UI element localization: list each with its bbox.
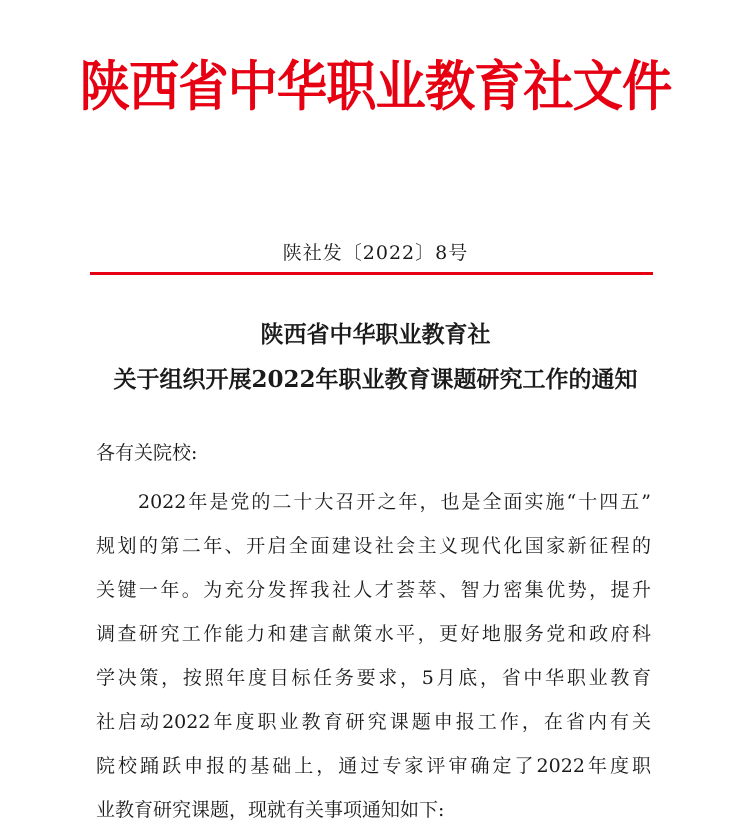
body-line: 学决策，按照年度目标任务要求，5月底，省中华职业教育 <box>96 667 651 689</box>
body-line: 关键一年。为充分发挥我社人才荟萃、智力密集优势，提升 <box>96 579 651 601</box>
notice-title-line-2: 关于组织开展2022年职业教育课题研究工作的通知 <box>113 366 638 393</box>
body-line: 院校踊跃申报的基础上，通过专家评审确定了2022年度职 <box>96 755 651 777</box>
body-paragraph <box>96 480 666 832</box>
salutation: 各有关院校: <box>96 442 198 464</box>
body-line: 业教育研究课题，现就有关事项通知如下: <box>96 799 445 821</box>
document-number: 陕社发〔2022〕8号 <box>282 242 469 264</box>
body-line: 调查研究工作能力和建言献策水平，更好地服务党和政府科 <box>96 623 651 645</box>
body-line: 2022年是党的二十大召开之年，也是全面实施“十四五” <box>138 491 651 513</box>
notice-title-line-1: 陕西省中华职业教育社 <box>260 321 491 348</box>
body-line: 社启动2022年度职业教育研究课题申报工作，在省内有关 <box>96 711 651 733</box>
red-divider-line <box>90 272 653 275</box>
body-line: 规划的第二年、开启全面建设社会主义现代化国家新征程的 <box>96 535 651 557</box>
document-masthead: 陕西省中华职业教育社文件 <box>79 55 672 118</box>
